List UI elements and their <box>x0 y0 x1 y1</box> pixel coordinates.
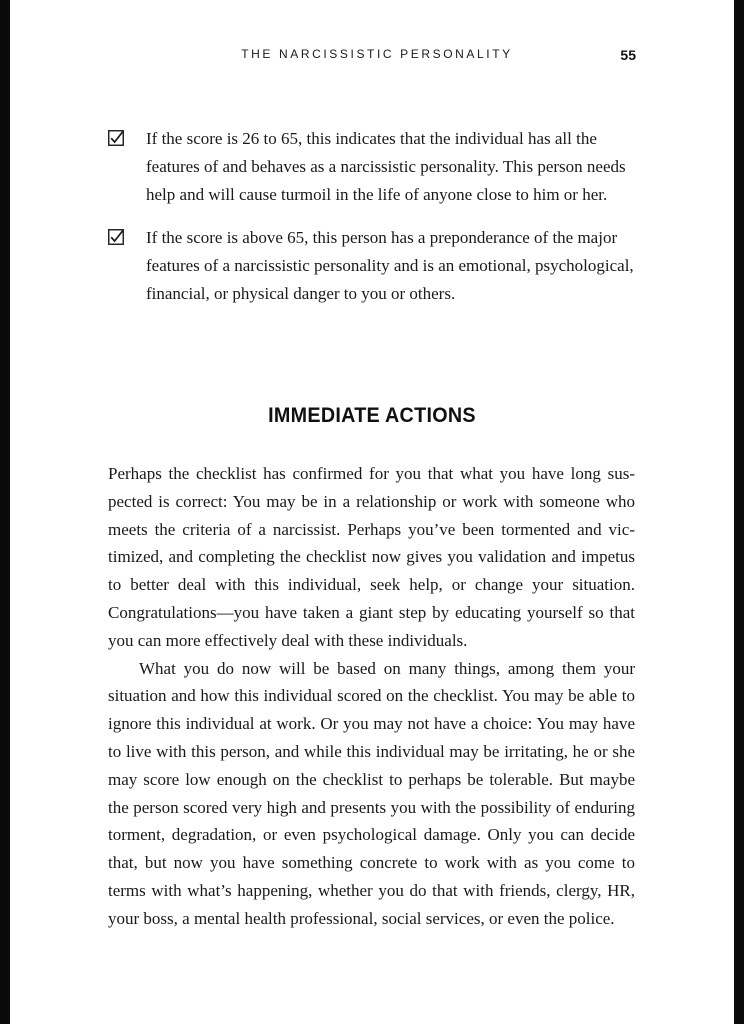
checklist-item-text: If the score is 26 to 65, this indicates that the individual has all the features of and behaves as a narcissistic personality. This person needs help and will cause turmoil in the life of anyone close to him or her. <box>146 129 626 204</box>
checkbox-checked-icon <box>108 229 124 245</box>
running-head-title: THE NARCISSISTIC PERSONALITY <box>241 47 513 61</box>
body-paragraph: What you do now will be based on many things, among them your situation and how this individual scored on the checklist. You may be able to ignore this individual at work. Or you may not have a choice: You may have to live with this person, and while this individual may be irritating, he or she may score low enough on the checklist to perhaps be tolerable. But maybe the person scored very high and presents you with the possibility of enduring torment, degradation, or even psychological damage. Only you can decide that, but now you have something concrete to work with as you come to terms with what’s happening, whether you do that with friends, clergy, HR, your boss, a mental health professional, social services, or even the police. <box>108 658 635 928</box>
section-body <box>108 460 635 933</box>
page-number: 55 <box>620 47 636 63</box>
checkbox-checked-icon <box>108 130 124 146</box>
score-checklist <box>108 125 648 308</box>
checklist-item <box>108 224 648 308</box>
section-heading: IMMEDIATE ACTIONS <box>268 404 476 427</box>
body-paragraph: Perhaps the checklist has confirmed for you that what you have long suspected is correct: You may be in a relationship or work with someone who meets the criteria of a narcissist. Perhaps you’ve been tormented and victimized, and completing the checklist now gives you validation and impetus to better deal with this individual, seek help, or change your situation. Congratulations—you have taken a giant step by educating yourself so that you can more effectively deal with these individuals. <box>108 464 635 650</box>
checklist-item <box>108 125 648 209</box>
book-page <box>10 0 734 1024</box>
checklist-item-text: If the score is above 65, this person has a preponderance of the major features of a narcissistic personality and is an emotional, psychological, financial, or physical danger to you or others. <box>146 228 634 303</box>
